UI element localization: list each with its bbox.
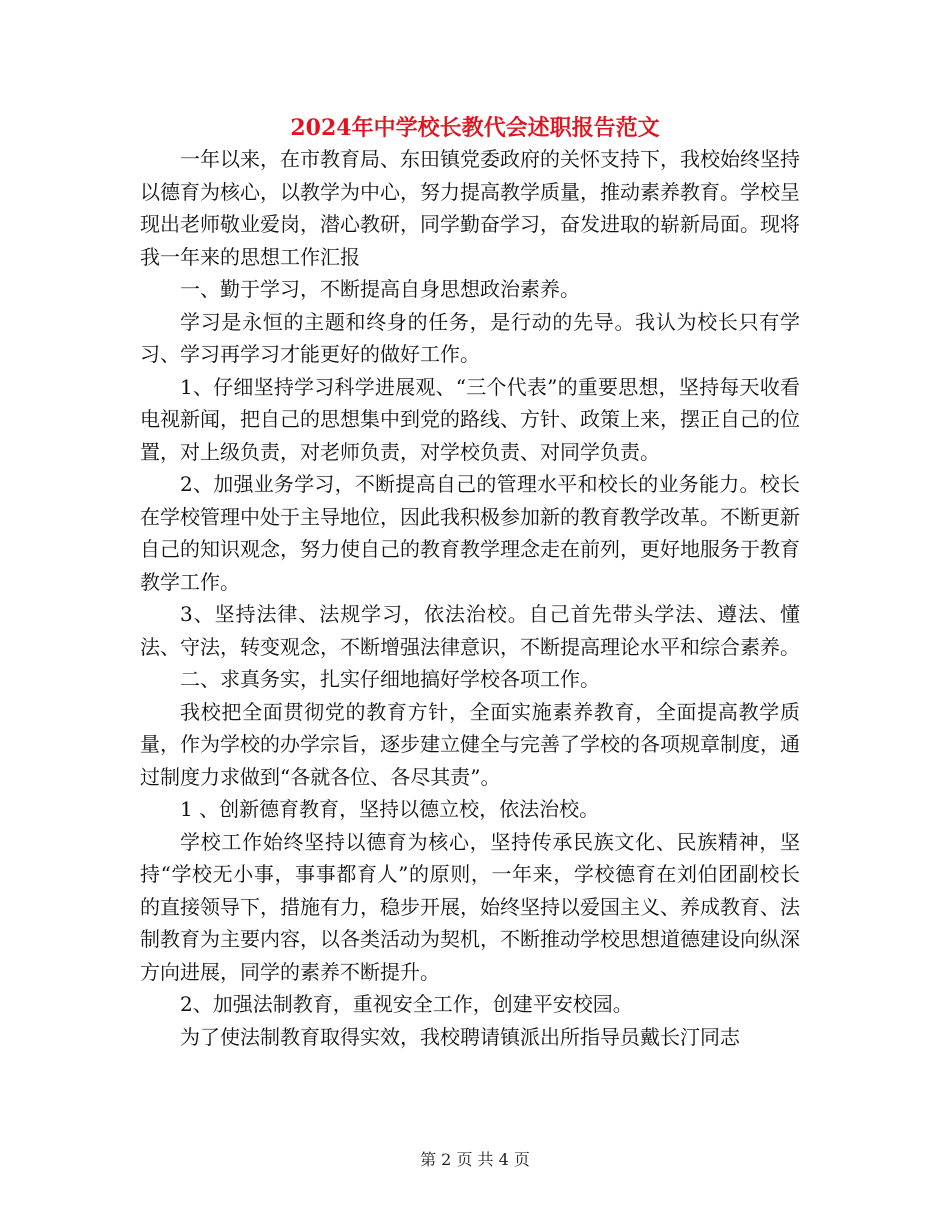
paragraph: 我校把全面贯彻党的教育方针，全面实施素养教育，全面提高教学质量，作为学校的办学宗旨，逐步建立健全与完善了学校的各项规章制度，通过制度力求做到“各就各位、各尽其责”。 — [140, 699, 800, 789]
paragraph: 为了使法制教育取得实效，我校聘请镇派出所指导员戴长汀同志 — [180, 1024, 740, 1049]
list-item: 1、仔细坚持学习科学进展观、“三个代表”的重要思想，坚持每天收看电视新闻，把自己的思想集中到党的路线、方针、政策上来，摆正自己的位置，对上级负责，对老师负责，对学校负责、对同学负责。 — [140, 374, 800, 464]
paragraph: 学习是永恒的主题和终身的任务，是行动的先导。我认为校长只有学习、学习再学习才能更好的做好工作。 — [140, 309, 800, 366]
page-number-footer: 第 2 页 共 4 页 — [420, 1150, 530, 1169]
list-item: 2、加强法制教育，重视安全工作，创建平安校园。 — [180, 992, 633, 1016]
section-heading-1: 一、勤于学习，不断提高自身思想政治素养。 — [180, 277, 580, 301]
paragraph: 学校工作始终坚持以德育为核心，坚持传承民族文化、民族精神，坚持“学校无小事，事事都育人”的原则，一年来，学校德育在刘伯团副校长的直接领导下，措施有力，稳步开展，始终坚持以爱国主义、养成教育、法制教育为主要内容，以各类活动为契机，不断推动学校思想道德建设向纵深方向进展，同学的素养不断提升。 — [140, 829, 800, 984]
section-heading-2: 二、求真务实，扎实仔细地搞好学校各项工作。 — [180, 667, 600, 691]
list-item: 2、加强业务学习，不断提高自己的管理水平和校长的业务能力。校长在学校管理中处于主导地位，因此我积极参加新的教育教学改革。不断更新自己的知识观念，努力使自己的教育教学理念走在前列，更好地服务于教育教学工作。 — [140, 472, 800, 594]
list-item: 3、坚持法律、法规学习，依法治校。自己首先带头学法、遵法、懂法、守法，转变观念，不断增强法律意识，不断提高理论水平和综合素养。 — [140, 602, 800, 659]
list-item: 1 、创新德育教育，坚持以德立校，依法治校。 — [180, 797, 600, 821]
document-body — [140, 143, 800, 1053]
paragraph-intro: 一年以来，在市教育局、东田镇党委政府的关怀支持下，我校始终坚持以德育为核心，以教学为中心，努力提高教学质量，推动素养教育。学校呈现出老师敬业爱岗，潜心教研，同学勤奋学习，奋发进取的崭新局面。现将我一年来的思想工作汇报 — [140, 147, 800, 269]
document-title: 2024年中学校长教代会述职报告范文 — [290, 115, 660, 141]
